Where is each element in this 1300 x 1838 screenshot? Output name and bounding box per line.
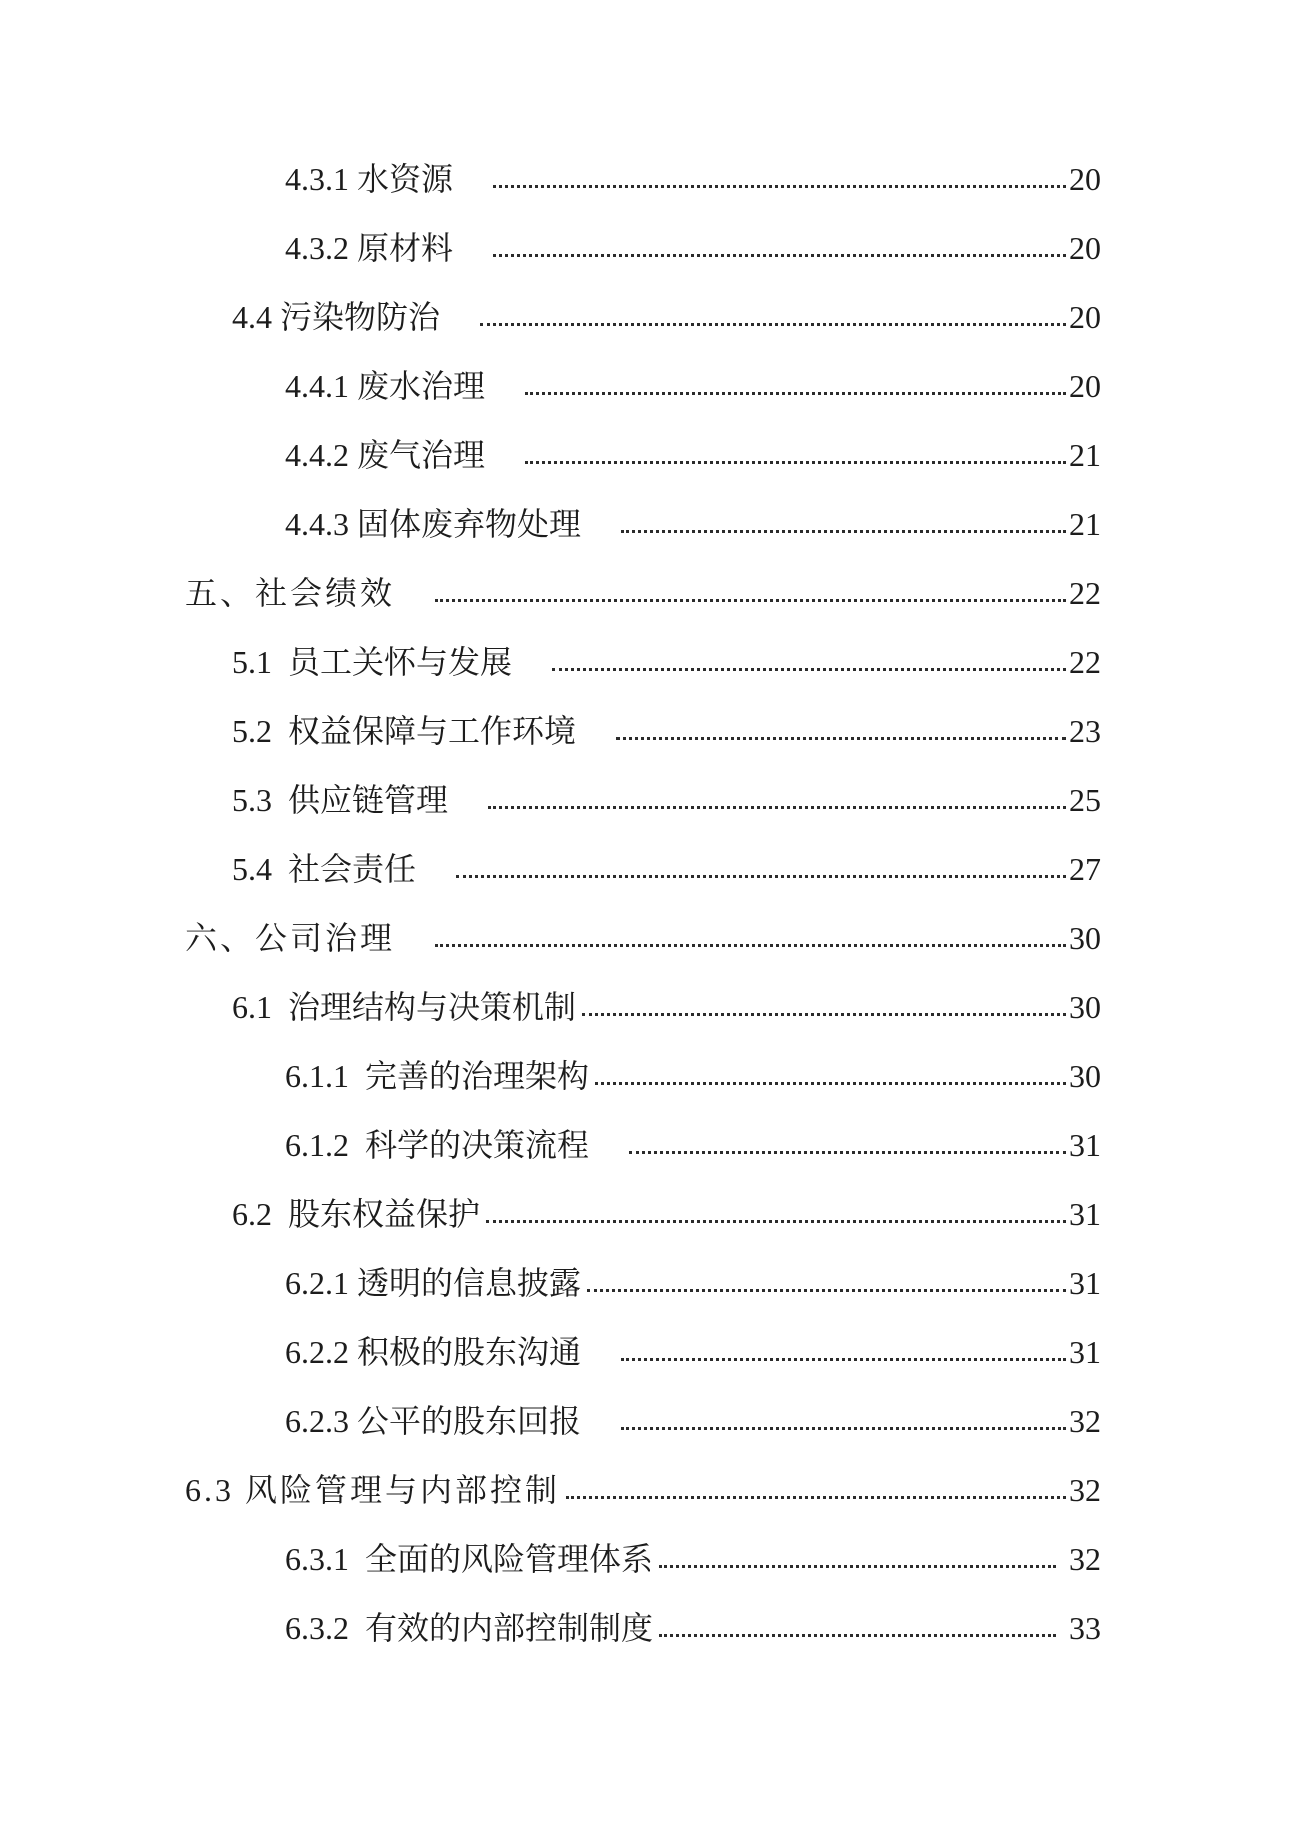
toc-entry-label: 6.2.3 公平的股东回报 [285, 1403, 582, 1439]
toc-leader-dots [587, 1289, 1066, 1292]
toc-leader-dots [566, 1496, 1066, 1499]
toc-entry-page: 25 [1069, 782, 1101, 818]
toc-entry [185, 507, 1101, 541]
toc-leader-dots [595, 1082, 1066, 1085]
toc-entry [185, 1611, 1101, 1645]
toc-entry [185, 714, 1101, 748]
toc-entry-page: 31 [1069, 1334, 1101, 1370]
toc-entry [185, 783, 1101, 817]
toc-entry-page: 32 [1069, 1541, 1101, 1577]
toc-entry [185, 1473, 1101, 1507]
toc-leader-dots [525, 392, 1066, 395]
toc-entry-label: 4.3.2 原材料 [285, 230, 454, 266]
toc-entry [185, 1266, 1101, 1300]
toc-entry [185, 921, 1101, 955]
toc-entry [185, 1542, 1101, 1576]
toc-entry-page: 20 [1069, 368, 1101, 404]
toc-entry-label: 6.3.1 全面的风险管理体系 [285, 1541, 654, 1577]
toc-entry-page: 32 [1069, 1472, 1101, 1508]
toc-entry [185, 1404, 1101, 1438]
toc-entry-label: 6.3.2 有效的内部控制制度 [285, 1610, 654, 1646]
toc-entry [185, 1335, 1101, 1369]
toc-entry-page: 20 [1069, 230, 1101, 266]
toc-entry [185, 645, 1101, 679]
toc-leader-dots [582, 1013, 1066, 1016]
toc-leader-dots [659, 1634, 1056, 1637]
toc-entry-page: 21 [1069, 437, 1101, 473]
toc-entry-label: 6.2.2 积极的股东沟通 [285, 1334, 582, 1370]
toc-entry [185, 369, 1101, 403]
toc-entry-label: 4.3.1 水资源 [285, 161, 454, 197]
toc-entry-label: 6.2 股东权益保护 [232, 1196, 481, 1232]
toc-leader-dots [493, 254, 1066, 257]
toc-entry-label: 5.4 社会责任 [232, 851, 417, 887]
toc-entry-label: 6.2.1 透明的信息披露 [285, 1265, 582, 1301]
toc-leader-dots [435, 944, 1066, 947]
toc-entry-label: 4.4.3 固体废弃物处理 [285, 506, 582, 542]
toc-entry [185, 438, 1101, 472]
toc-entry [185, 576, 1101, 610]
toc-entry-page: 20 [1069, 299, 1101, 335]
toc-leader-dots [493, 185, 1066, 188]
toc-entry-page: 33 [1069, 1610, 1101, 1646]
toc-entry-label: 5.2 权益保障与工作环境 [232, 713, 577, 749]
toc-entry-label: 6.3 风险管理与内部控制 [185, 1472, 561, 1508]
toc-entry-page: 30 [1069, 989, 1101, 1025]
toc-entry-page: 31 [1069, 1196, 1101, 1232]
toc-entry-label: 6.1.1 完善的治理架构 [285, 1058, 590, 1094]
toc-entry-page: 30 [1069, 920, 1101, 956]
toc-leader-dots [621, 1427, 1066, 1430]
toc-entry-label: 6.1 治理结构与决策机制 [232, 989, 577, 1025]
toc-entry-label: 5.3 供应链管理 [232, 782, 449, 818]
toc-entry-page: 32 [1069, 1403, 1101, 1439]
toc-leader-dots [616, 737, 1066, 740]
toc-list [185, 162, 1101, 1680]
toc-leader-dots [486, 1220, 1066, 1223]
toc-entry-label: 5.1 员工关怀与发展 [232, 644, 513, 680]
toc-entry [185, 1059, 1101, 1093]
toc-entry-page: 31 [1069, 1127, 1101, 1163]
toc-leader-dots [435, 599, 1066, 602]
toc-entry-page: 20 [1069, 161, 1101, 197]
toc-entry [185, 162, 1101, 196]
toc-entry [185, 300, 1101, 334]
toc-leader-dots [621, 530, 1066, 533]
toc-entry-label: 4.4.2 废气治理 [285, 437, 486, 473]
toc-entry-page: 31 [1069, 1265, 1101, 1301]
toc-entry [185, 990, 1101, 1024]
toc-entry-page: 22 [1069, 644, 1101, 680]
toc-entry-label: 五、社会绩效 [185, 575, 396, 611]
toc-entry-page: 21 [1069, 506, 1101, 542]
toc-leader-dots [480, 323, 1066, 326]
toc-leader-dots [659, 1565, 1056, 1568]
toc-leader-dots [488, 806, 1066, 809]
toc-entry-page: 27 [1069, 851, 1101, 887]
toc-entry-label: 4.4.1 废水治理 [285, 368, 486, 404]
toc-entry-page: 23 [1069, 713, 1101, 749]
toc-entry [185, 852, 1101, 886]
toc-leader-dots [552, 668, 1066, 671]
toc-entry [185, 1128, 1101, 1162]
toc-entry-label: 6.1.2 科学的决策流程 [285, 1127, 590, 1163]
toc-entry-label: 六、公司治理 [185, 920, 396, 956]
toc-leader-dots [629, 1151, 1066, 1154]
toc-leader-dots [621, 1358, 1066, 1361]
toc-entry-label: 4.4 污染物防治 [232, 299, 441, 335]
toc-entry [185, 1197, 1101, 1231]
toc-entry-page: 30 [1069, 1058, 1101, 1094]
toc-leader-dots [525, 461, 1066, 464]
toc-entry-page: 22 [1069, 575, 1101, 611]
toc-leader-dots [456, 875, 1066, 878]
toc-entry [185, 231, 1101, 265]
